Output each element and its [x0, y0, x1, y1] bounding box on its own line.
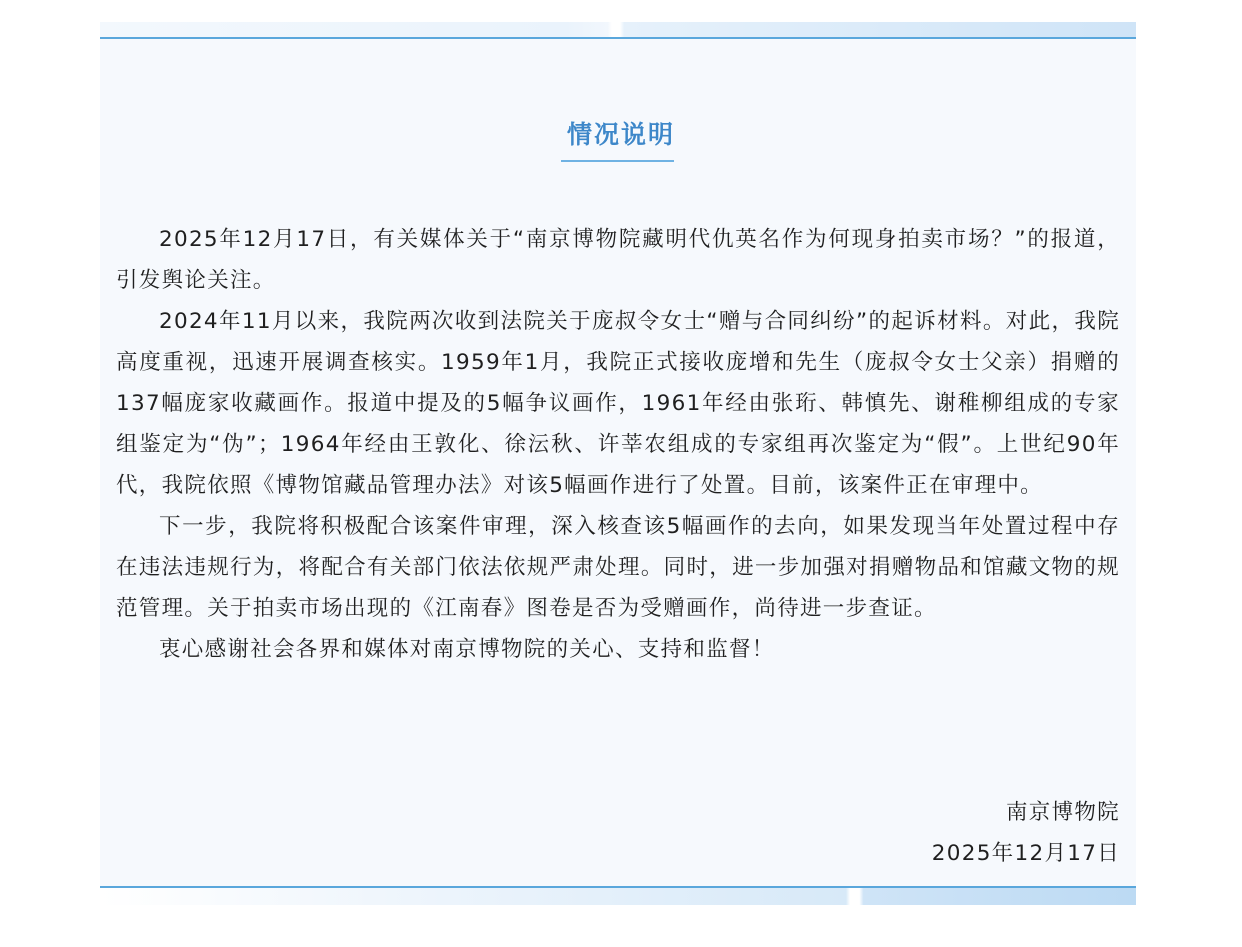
document-body: [116, 219, 1120, 670]
paragraph-1: 2025年12月17日，有关媒体关于“南京博物院藏明代仇英名作为何现身拍卖市场？”的报道，引发舆论关注。: [116, 227, 1120, 293]
title-underline: [561, 160, 674, 162]
signature-block: [932, 792, 1120, 874]
signature-date: 2025年12月17日: [931, 841, 1120, 866]
top-decorative-band: [100, 22, 1136, 38]
document-title: 情况说明: [566, 120, 675, 149]
bottom-decorative-band: [100, 888, 1136, 905]
signature-organization: 南京博物院: [1005, 800, 1120, 825]
paragraph-4: 衷心感谢社会各界和媒体对南京博物院的关心、支持和监督！: [159, 637, 775, 662]
top-border-line: [100, 37, 1136, 39]
paragraph-2: 2024年11月以来，我院两次收到法院关于庞叔令女士“赠与合同纠纷”的起诉材料。对此，我院高度重视，迅速开展调查核实。1959年1月，我院正式接收庞增和先生（庞叔令女士父亲）捐赠的137幅庞家收藏画作。报道中提及的5幅争议画作，1961年经由张珩、韩慎先、谢稚柳组成的专家组鉴定为“伪”；1964年经由王敦化、徐沄秋、许莘农组成的专家组再次鉴定为“假”。上世纪90年代，我院依照《博物馆藏品管理办法》对该5幅画作进行了处置。目前，该案件正在审理中。: [116, 309, 1120, 498]
paragraph-3: 下一步，我院将积极配合该案件审理，深入核查该5幅画作的去向，如果发现当年处置过程中存在违法违规行为，将配合有关部门依法依规严肃处理。同时，进一步加强对捐赠物品和馆藏文物的规范管理。关于拍卖市场出现的《江南春》图卷是否为受赠画作，尚待进一步查证。: [116, 514, 1120, 621]
